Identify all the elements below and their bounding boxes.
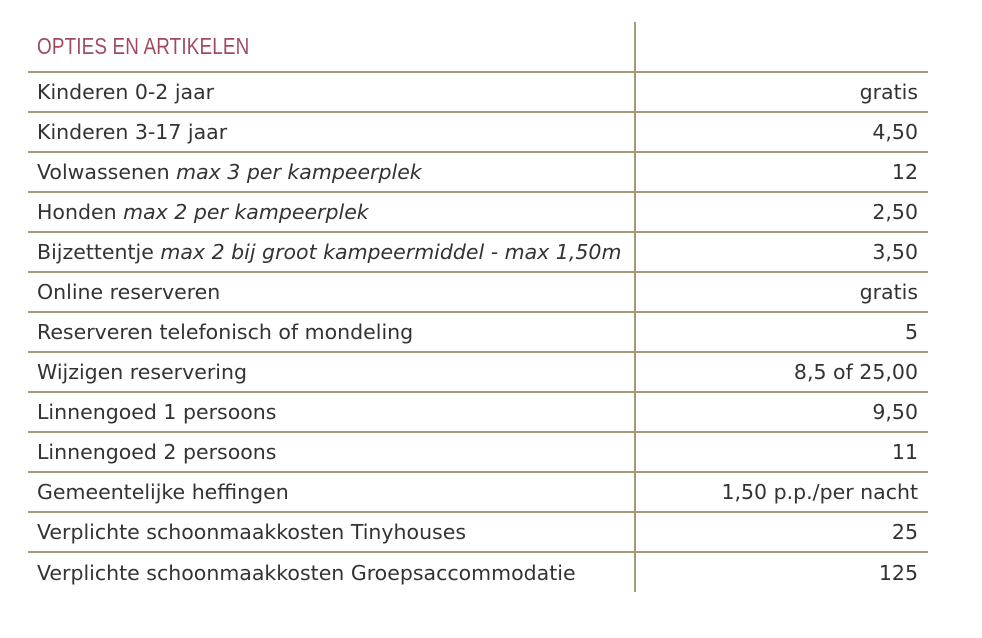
table-row	[28, 232, 928, 272]
row-note: max 3 per kampeerplek	[176, 160, 422, 184]
row-label-cell	[28, 512, 635, 552]
row-price: 9,50	[635, 392, 928, 432]
row-label: Kinderen 0-2 jaar	[37, 80, 215, 104]
row-price: 25	[635, 512, 928, 552]
row-price: 1,50 p.p./per nacht	[635, 472, 928, 512]
table-row	[28, 552, 928, 592]
row-price: 5	[635, 312, 928, 352]
table-row	[28, 392, 928, 432]
row-label: Verplichte schoonmaakkosten Tinyhouses	[37, 520, 467, 544]
table-row	[28, 352, 928, 392]
row-price: 8,5 of 25,00	[635, 352, 928, 392]
row-label: Gemeentelijke heffingen	[37, 480, 289, 504]
row-price: 4,50	[635, 112, 928, 152]
row-note: max 2 per kampeerplek	[123, 200, 369, 224]
row-label-cell	[28, 312, 635, 352]
table-row	[28, 152, 928, 192]
table-row	[28, 272, 928, 312]
row-price: 125	[878, 560, 918, 585]
table-header-value-cell	[635, 22, 928, 72]
row-label: Volwassenen	[37, 160, 170, 184]
row-note: max 2 bij groot kampeermiddel - max 1,50m	[160, 240, 622, 264]
row-label-cell	[28, 72, 635, 112]
row-label-cell	[28, 152, 635, 192]
row-label: Linnengoed 2 persoons	[37, 440, 277, 464]
row-label: Verplichte schoonmaakkosten Groepsaccommodatie	[37, 560, 576, 585]
row-label-cell	[28, 432, 635, 472]
row-label-cell	[28, 352, 635, 392]
table-row	[28, 512, 928, 552]
row-price: gratis	[635, 272, 928, 312]
price-table	[28, 22, 928, 592]
row-price: 12	[635, 152, 928, 192]
row-label: Linnengoed 1 persoons	[37, 400, 277, 424]
row-label-cell	[28, 272, 635, 312]
row-price: gratis	[635, 72, 928, 112]
table-title: OPTIES EN ARTIKELEN	[37, 33, 250, 59]
row-label-cell	[28, 192, 635, 232]
row-label: Wijzigen reservering	[37, 360, 247, 384]
row-label-cell	[28, 552, 635, 592]
row-label: Online reserveren	[37, 280, 221, 304]
row-label: Bijzettentje	[37, 240, 154, 264]
row-label-cell	[28, 112, 635, 152]
row-label: Reserveren telefonisch of mondeling	[37, 320, 414, 344]
table-header-row	[28, 22, 928, 72]
table-row	[28, 112, 928, 152]
table-row	[28, 192, 928, 232]
table-row	[28, 432, 928, 472]
row-price: 2,50	[635, 192, 928, 232]
row-label: Honden	[37, 200, 117, 224]
table-row	[28, 72, 928, 112]
row-price: 3,50	[635, 232, 928, 272]
row-label-cell	[28, 472, 635, 512]
row-price: 11	[635, 432, 928, 472]
table-title-cell	[28, 22, 635, 72]
table-row	[28, 312, 928, 352]
table-row	[28, 472, 928, 512]
row-label-cell	[28, 392, 635, 432]
row-label-cell	[28, 232, 635, 272]
row-label: Kinderen 3-17 jaar	[37, 120, 228, 144]
